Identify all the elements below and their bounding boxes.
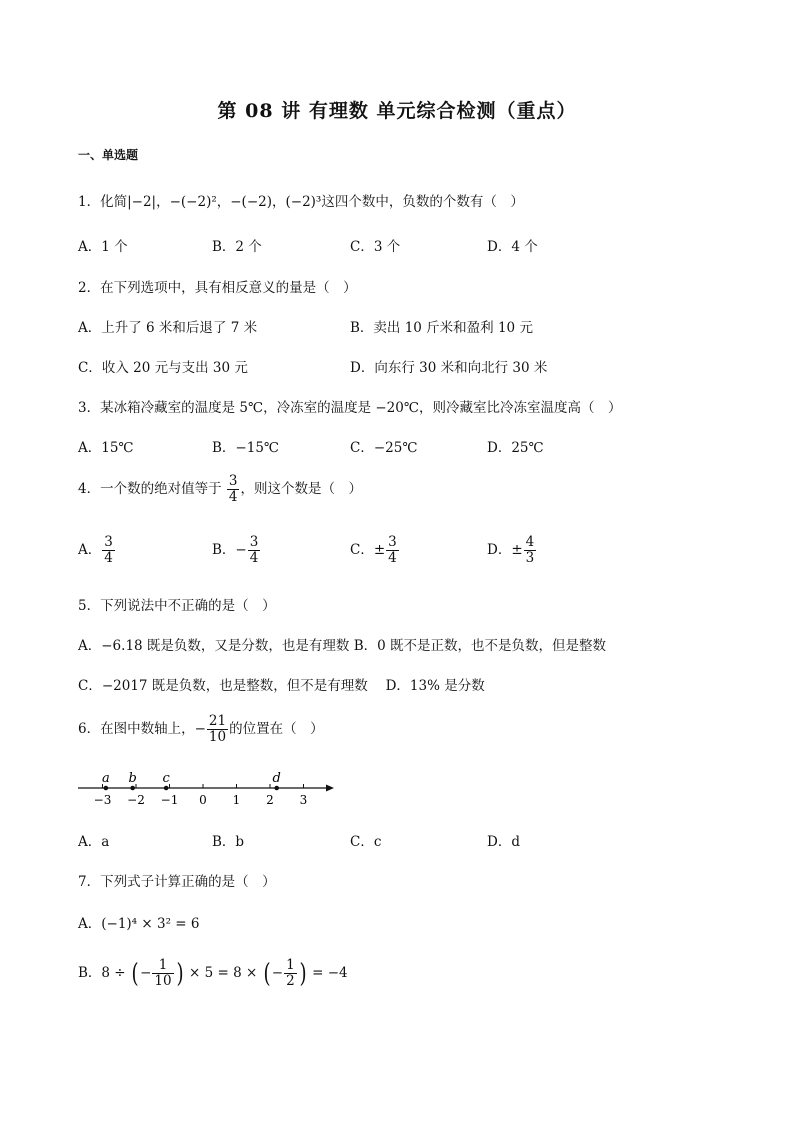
q6-option-d[interactable]: D．d bbox=[487, 834, 520, 850]
q4-prefix: 4．一个数的绝对值等于 bbox=[78, 481, 222, 497]
q7-b-fraction-2-numerator: 1 bbox=[286, 957, 295, 973]
q4-option-b-label: B． bbox=[212, 542, 236, 558]
q7-option-a[interactable]: A．(−1)⁴ × 3² = 6 bbox=[78, 916, 200, 932]
number-line-tick-label: 2 bbox=[266, 793, 274, 807]
q4-option-d-denominator: 3 bbox=[525, 550, 535, 566]
q4-option-b-fraction bbox=[248, 535, 261, 566]
page-title: 第 08 讲 有理数 单元综合检测（重点） bbox=[217, 100, 577, 122]
q4-denominator: 4 bbox=[228, 489, 238, 505]
number-line-arrow-icon bbox=[326, 785, 334, 792]
question-1 bbox=[78, 190, 524, 210]
q4-option-c-numerator: 3 bbox=[388, 534, 397, 550]
q4-fraction bbox=[227, 474, 240, 505]
question-7: 7．下列式子计算正确的是（ ） bbox=[78, 874, 276, 890]
q4-option-a-label: A． bbox=[78, 542, 102, 558]
q4-option-c-fraction bbox=[386, 535, 399, 566]
q4-option-a-fraction bbox=[102, 535, 115, 566]
q4-numerator: 3 bbox=[228, 473, 238, 489]
number-line-point-c bbox=[164, 786, 169, 791]
q4-option-d-sign: ± bbox=[511, 542, 523, 558]
q4-option-d-label: D． bbox=[487, 542, 512, 558]
number-line-point-d bbox=[274, 786, 279, 791]
number-line-point-label-a: a bbox=[101, 771, 110, 786]
q7-b-fraction-2 bbox=[284, 958, 297, 989]
q4-option-a[interactable] bbox=[78, 535, 116, 566]
q1-option-d[interactable]: D．4 个 bbox=[487, 239, 538, 255]
number-line-point-label-c: c bbox=[162, 771, 170, 786]
q4-option-d[interactable] bbox=[487, 535, 537, 566]
q4-option-c[interactable] bbox=[350, 535, 400, 566]
number-line-tick-label: −2 bbox=[127, 793, 145, 807]
q4-option-d-fraction bbox=[524, 535, 537, 566]
number-line-tick-label: 0 bbox=[199, 793, 207, 807]
number-line-tick-label: −3 bbox=[93, 793, 112, 807]
q4-option-c-sign: ± bbox=[373, 542, 386, 558]
q7-b-left-paren-2: ( bbox=[263, 958, 271, 989]
q6-denominator: 10 bbox=[208, 729, 227, 745]
q4-option-b-denominator: 4 bbox=[249, 550, 259, 566]
q4-option-b-numerator: 3 bbox=[249, 534, 259, 550]
number-line-point-label-d: d bbox=[272, 771, 281, 786]
q3-option-c[interactable]: C．−25℃ bbox=[350, 440, 418, 456]
q2-option-c[interactable]: C．收入 20 元与支出 30 元 bbox=[78, 360, 248, 376]
number-line-point-a bbox=[104, 786, 109, 791]
q4-suffix: ，则这个数是（ ） bbox=[240, 481, 362, 497]
q1-option-c[interactable]: C．3 个 bbox=[350, 239, 401, 255]
number-line-point-b bbox=[130, 786, 135, 791]
number-line bbox=[76, 768, 346, 812]
question-4 bbox=[78, 474, 362, 505]
number-line-tick-label: 1 bbox=[232, 793, 241, 807]
q4-option-c-denominator: 4 bbox=[388, 550, 397, 566]
q2-option-d[interactable]: D．向东行 30 米和向北行 30 米 bbox=[350, 360, 548, 376]
q3-option-d[interactable]: D．25℃ bbox=[487, 440, 544, 456]
q1-expression: |−2|，−(−2)²，−(−2)，(−2)³ bbox=[127, 194, 322, 210]
q7-option-b[interactable]: B．8 ÷ ( − $\frac{1}{10}$ ) × 5 = 8 × ( − $\frac{1}{2}$ ) = −4 bbox=[78, 957, 348, 989]
q3-option-b[interactable]: B．−15℃ bbox=[212, 440, 280, 456]
q3-option-a[interactable]: A．15℃ bbox=[78, 440, 134, 456]
q7-b-right-paren-2: ) bbox=[299, 958, 307, 989]
q6-fraction bbox=[207, 714, 228, 745]
q7-b-middle: × 5 = 8 × bbox=[189, 965, 258, 981]
q1-option-a[interactable]: A．1 个 bbox=[78, 239, 128, 255]
q7-b-suffix: = −4 bbox=[312, 965, 348, 981]
q7-b-fraction-1-numerator: 1 bbox=[152, 958, 173, 974]
q7-b-fraction-1-denominator: 10 bbox=[154, 973, 172, 989]
q6-suffix: 的位置在（ ） bbox=[229, 721, 324, 737]
q2-option-b[interactable]: B．卖出 10 斤米和盈利 10 元 bbox=[350, 320, 533, 336]
section-heading: 一、单选题 bbox=[78, 148, 139, 162]
q1-option-b[interactable]: B．2 个 bbox=[212, 239, 262, 255]
question-6 bbox=[78, 714, 324, 745]
q1-suffix: 这四个数中，负数的个数有（ ） bbox=[321, 194, 524, 210]
q7-b-fraction-1 bbox=[152, 958, 173, 989]
q4-option-b[interactable] bbox=[212, 535, 261, 566]
q6-option-a[interactable]: A．a bbox=[78, 834, 110, 850]
q6-prefix: 6．在图中数轴上，− bbox=[78, 721, 206, 737]
question-3: 3．某冰箱冷藏室的温度是 5℃，冷冻室的温度是 −20℃，则冷藏室比冷冻室温度高（ ） bbox=[78, 400, 622, 416]
q6-numerator: 21 bbox=[208, 713, 227, 729]
q4-option-c-label: C． bbox=[350, 542, 374, 558]
number-line-tick-label: 3 bbox=[299, 793, 308, 807]
q4-option-a-numerator: 3 bbox=[104, 534, 113, 550]
q5-options-line-1[interactable]: A．−6.18 既是负数，又是分数，也是有理数 B．0 既不是正数，也不是负数，但是整数 bbox=[78, 638, 607, 654]
number-line-point-label-b: b bbox=[128, 771, 137, 786]
q5-options-line-2[interactable]: C．−2017 既是负数，也是整数，但不是有理数 D．13% 是分数 bbox=[78, 678, 485, 694]
q7-b-fraction-2-denominator: 2 bbox=[286, 973, 295, 989]
q7-b-prefix: B．8 ÷ bbox=[78, 965, 126, 981]
q1-prefix: 1．化简 bbox=[78, 194, 128, 210]
q6-option-b[interactable]: B．b bbox=[212, 834, 245, 850]
q4-option-d-numerator: 4 bbox=[525, 534, 535, 550]
number-line-tick-label: −1 bbox=[160, 793, 179, 807]
q7-b-right-paren-1: ) bbox=[176, 958, 184, 989]
q4-option-b-sign: − bbox=[235, 542, 247, 558]
question-2: 2．在下列选项中，具有相反意义的量是（ ） bbox=[78, 280, 357, 296]
q7-b-left-paren-1: ( bbox=[131, 958, 139, 989]
q4-option-a-denominator: 4 bbox=[104, 550, 113, 566]
q6-option-c[interactable]: C．c bbox=[350, 834, 382, 850]
q2-option-a[interactable]: A．上升了 6 米和后退了 7 米 bbox=[78, 320, 258, 336]
question-5: 5．下列说法中不正确的是（ ） bbox=[78, 598, 276, 614]
